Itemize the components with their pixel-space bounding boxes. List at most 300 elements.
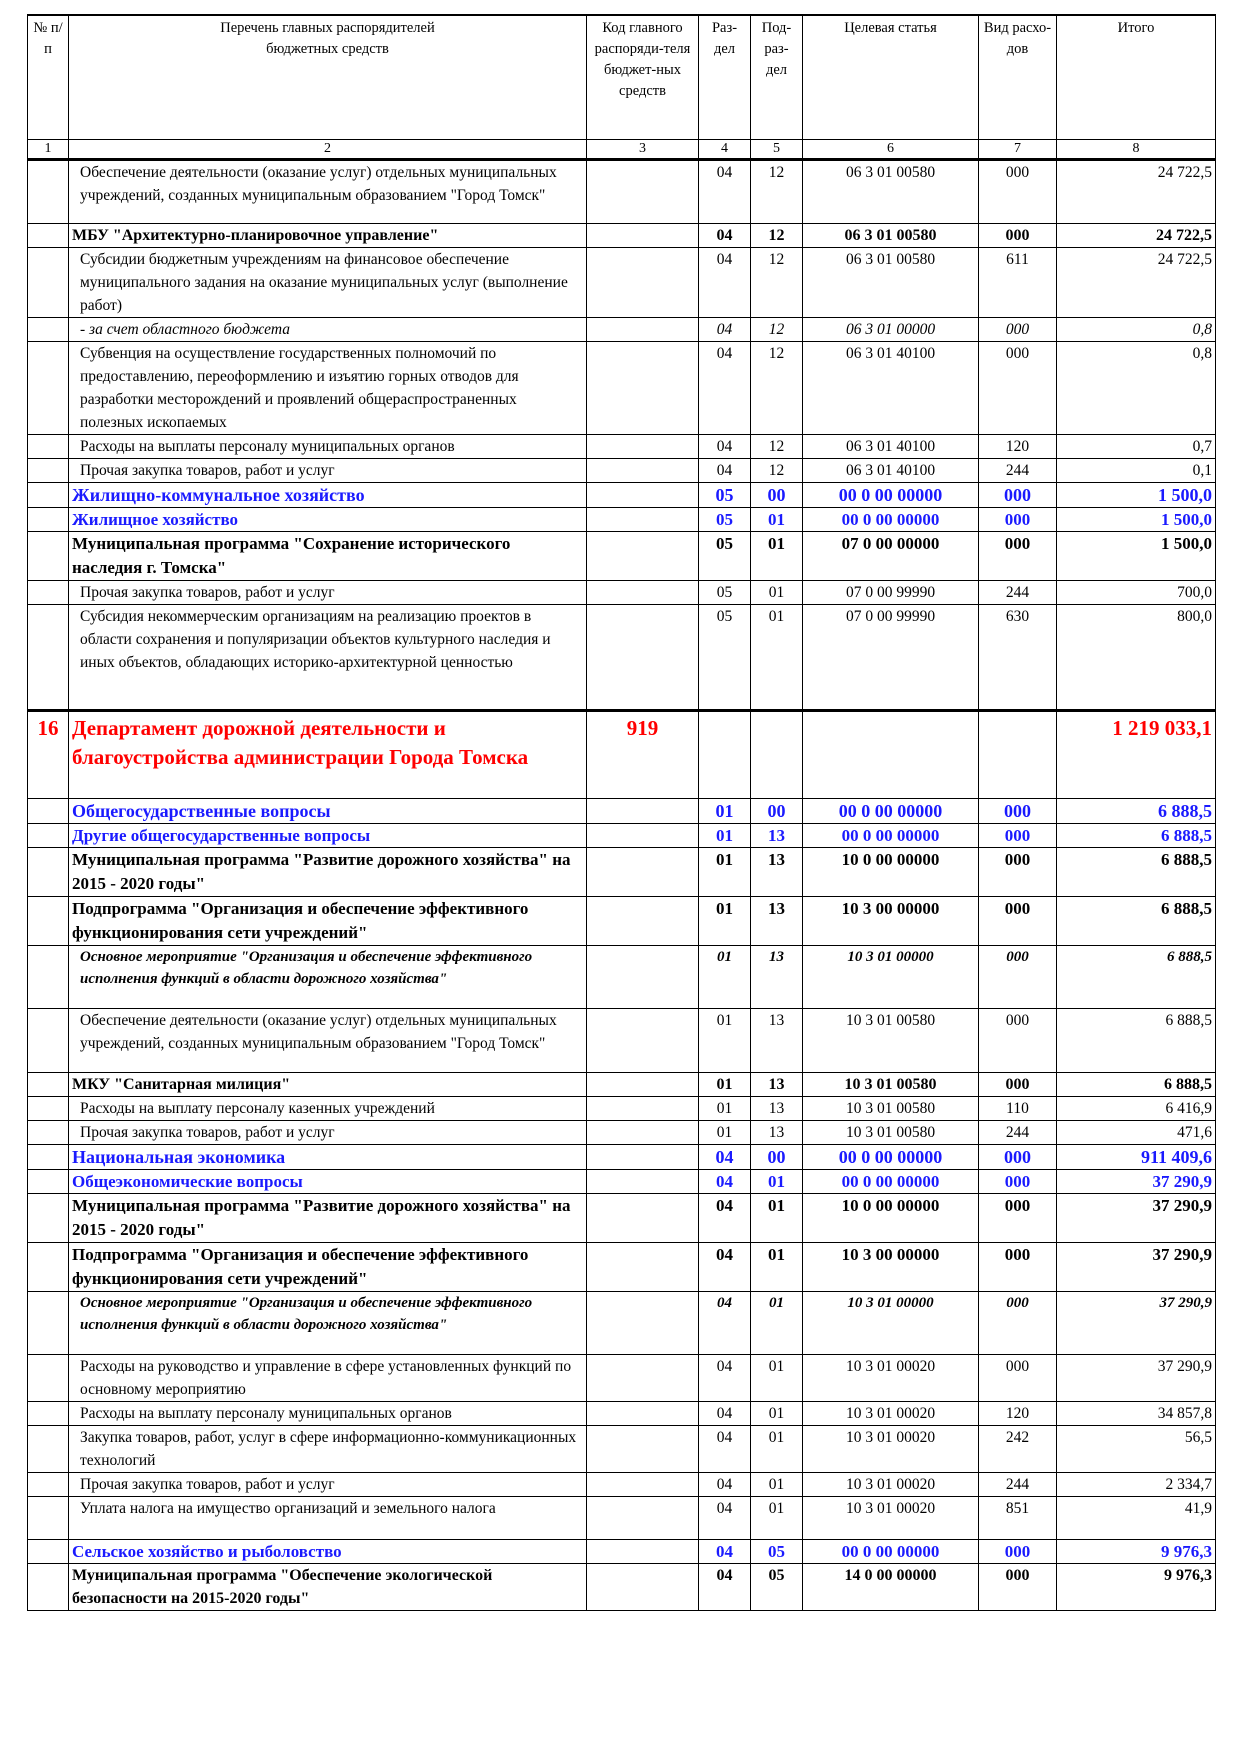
row-target: 06 3 01 00580 <box>803 223 979 247</box>
row-total: 37 290,9 <box>1057 1169 1216 1193</box>
row-type: 244 <box>979 458 1057 482</box>
row-name-cell <box>69 531 587 580</box>
row-number <box>28 580 69 604</box>
row-name: Жилищно-коммунальное хозяйство <box>72 484 365 505</box>
row-code <box>587 317 699 341</box>
row-name-cell <box>69 1072 587 1096</box>
table-row <box>28 1242 1216 1291</box>
row-name: Прочая закупка товаров, работ и услуг <box>80 1475 335 1493</box>
row-target: 10 3 01 00000 <box>803 1291 979 1354</box>
row-total: 6 888,5 <box>1057 896 1216 945</box>
col-number: 8 <box>1057 139 1216 159</box>
row-type: 000 <box>979 896 1057 945</box>
row-name-cell <box>69 1242 587 1291</box>
row-total: 34 857,8 <box>1057 1401 1216 1425</box>
row-code <box>587 1496 699 1539</box>
table-row <box>28 1496 1216 1539</box>
row-section: 05 <box>699 531 751 580</box>
row-target: 06 3 01 40100 <box>803 434 979 458</box>
row-total: 41,9 <box>1057 1496 1216 1539</box>
row-code <box>587 434 699 458</box>
row-name: Закупка товаров, работ, услуг в сфере информационно-коммуникационных технологий <box>80 1428 577 1469</box>
row-section: 01 <box>699 847 751 896</box>
row-name-cell <box>69 1169 587 1193</box>
budget-table-sheet <box>27 14 1215 1611</box>
row-section: 04 <box>699 341 751 434</box>
row-target: 10 3 01 00020 <box>803 1496 979 1539</box>
row-name: Муниципальная программа "Развитие дорожного хозяйства" на 2015 - 2020 годы" <box>72 1195 571 1239</box>
row-section: 01 <box>699 1008 751 1072</box>
row-subsection: 12 <box>751 247 803 317</box>
row-name-cell <box>69 341 587 434</box>
row-target: 00 0 00 00000 <box>803 507 979 531</box>
row-name-cell <box>69 1096 587 1120</box>
row-section: 01 <box>699 1096 751 1120</box>
row-name: Расходы на выплаты персоналу муниципальных органов <box>80 437 455 455</box>
row-subsection: 12 <box>751 434 803 458</box>
row-number <box>28 1193 69 1242</box>
row-name-cell <box>69 1401 587 1425</box>
row-target: 00 0 00 00000 <box>803 1144 979 1169</box>
row-name: Субсидия некоммерческим организациям на реализацию проектов в области сохранения и популяризации объектов культурного наследия и иных объектов, обладающих историко-архитектурной ценностью <box>80 607 551 671</box>
col-number: 3 <box>587 139 699 159</box>
row-number <box>28 341 69 434</box>
row-number <box>28 1169 69 1193</box>
row-type: 000 <box>979 798 1057 823</box>
table-row <box>28 1096 1216 1120</box>
row-code <box>587 458 699 482</box>
row-section: 04 <box>699 434 751 458</box>
row-code <box>587 1169 699 1193</box>
row-name-cell <box>69 1354 587 1401</box>
table-row <box>28 1169 1216 1193</box>
row-subsection: 01 <box>751 1472 803 1496</box>
row-type: 000 <box>979 317 1057 341</box>
row-name: Другие общегосударственные вопросы <box>72 825 371 845</box>
row-number <box>28 1291 69 1354</box>
row-subsection: 13 <box>751 1008 803 1072</box>
row-type: 851 <box>979 1496 1057 1539</box>
row-type: 000 <box>979 847 1057 896</box>
row-target: 10 3 01 00020 <box>803 1425 979 1472</box>
row-number <box>28 604 69 710</box>
row-target: 10 3 01 00000 <box>803 945 979 1008</box>
row-code <box>587 1472 699 1496</box>
row-type: 000 <box>979 507 1057 531</box>
row-target: 10 3 01 00020 <box>803 1472 979 1496</box>
row-target: 06 3 01 40100 <box>803 458 979 482</box>
row-target: 10 0 00 00000 <box>803 847 979 896</box>
row-code <box>587 1291 699 1354</box>
row-target: 14 0 00 00000 <box>803 1563 979 1610</box>
header-code: Код главного распоряди-теля бюджет-ных средств <box>587 15 699 139</box>
row-section: 01 <box>699 1120 751 1144</box>
row-name-cell <box>69 1539 587 1563</box>
row-target: 00 0 00 00000 <box>803 482 979 507</box>
row-section: 04 <box>699 1425 751 1472</box>
col-number: 2 <box>69 139 587 159</box>
row-subsection: 01 <box>751 1291 803 1354</box>
table-row <box>28 507 1216 531</box>
table-row <box>28 482 1216 507</box>
row-total: 0,7 <box>1057 434 1216 458</box>
row-total: 6 888,5 <box>1057 798 1216 823</box>
row-section: 01 <box>699 823 751 847</box>
row-type: 242 <box>979 1425 1057 1472</box>
table-row <box>28 1008 1216 1072</box>
row-total: 6 888,5 <box>1057 847 1216 896</box>
row-total: 0,1 <box>1057 458 1216 482</box>
row-code <box>587 1072 699 1096</box>
row-target: 06 3 01 00580 <box>803 159 979 223</box>
col-number: 4 <box>699 139 751 159</box>
row-number <box>28 458 69 482</box>
row-section: 04 <box>699 1539 751 1563</box>
row-target: 00 0 00 00000 <box>803 1169 979 1193</box>
row-total: 37 290,9 <box>1057 1193 1216 1242</box>
table-row <box>28 1354 1216 1401</box>
row-type: 110 <box>979 1096 1057 1120</box>
row-total: 911 409,6 <box>1057 1144 1216 1169</box>
row-section: 01 <box>699 1072 751 1096</box>
header-section: Раз-дел <box>699 15 751 139</box>
row-code <box>587 482 699 507</box>
row-target: 10 3 00 00000 <box>803 1242 979 1291</box>
row-target: 10 3 01 00020 <box>803 1354 979 1401</box>
row-number <box>28 434 69 458</box>
row-section: 04 <box>699 159 751 223</box>
row-total: 471,6 <box>1057 1120 1216 1144</box>
row-total: 700,0 <box>1057 580 1216 604</box>
row-code <box>587 247 699 317</box>
row-total: 800,0 <box>1057 604 1216 710</box>
table-row <box>28 317 1216 341</box>
row-subsection: 01 <box>751 1354 803 1401</box>
row-name-cell <box>69 896 587 945</box>
row-section: 04 <box>699 1496 751 1539</box>
row-target: 00 0 00 00000 <box>803 798 979 823</box>
row-total: 37 290,9 <box>1057 1291 1216 1354</box>
row-name-cell <box>69 823 587 847</box>
row-name: Уплата налога на имущество организаций и земельного налога <box>80 1499 496 1517</box>
row-name: Расходы на руководство и управление в сфере установленных функций по основному мероприятию <box>80 1357 572 1398</box>
row-subsection: 13 <box>751 847 803 896</box>
row-section: 04 <box>699 1144 751 1169</box>
row-section: 04 <box>699 1472 751 1496</box>
row-name-cell <box>69 434 587 458</box>
row-number <box>28 1425 69 1472</box>
row-name: Департамент дорожной деятельности и благоустройства администрации Города Томска <box>72 715 529 769</box>
row-subsection: 01 <box>751 604 803 710</box>
table-row <box>28 434 1216 458</box>
row-name: Прочая закупка товаров, работ и услуг <box>80 1123 335 1141</box>
row-type: 000 <box>979 482 1057 507</box>
table-row <box>28 341 1216 434</box>
row-total: 1 500,0 <box>1057 531 1216 580</box>
row-name: МБУ "Архитектурно-планировочное управление" <box>72 226 439 244</box>
row-type: 000 <box>979 1242 1057 1291</box>
row-code <box>587 1401 699 1425</box>
row-subsection: 12 <box>751 458 803 482</box>
row-type: 000 <box>979 159 1057 223</box>
table-row <box>28 847 1216 896</box>
row-code: 919 <box>587 710 699 798</box>
row-code <box>587 823 699 847</box>
row-subsection: 01 <box>751 1193 803 1242</box>
row-type: 000 <box>979 1539 1057 1563</box>
row-section: 04 <box>699 1242 751 1291</box>
row-subsection: 01 <box>751 1496 803 1539</box>
row-code <box>587 1193 699 1242</box>
row-name: Основное мероприятие "Организация и обеспечение эффективного исполнения функций в области дорожного хозяйства" <box>80 948 533 987</box>
row-code <box>587 1096 699 1120</box>
row-section: 05 <box>699 507 751 531</box>
row-number <box>28 223 69 247</box>
row-type: 244 <box>979 580 1057 604</box>
row-name-cell <box>69 507 587 531</box>
row-code <box>587 896 699 945</box>
row-total: 24 722,5 <box>1057 223 1216 247</box>
row-subsection: 12 <box>751 317 803 341</box>
row-section: 05 <box>699 482 751 507</box>
row-name-cell <box>69 710 587 798</box>
row-total: 6 888,5 <box>1057 823 1216 847</box>
row-type: 000 <box>979 1563 1057 1610</box>
row-name: Обеспечение деятельности (оказание услуг) отдельных муниципальных учреждений, созданных муниципальным образованием "Город Томск" <box>80 1011 557 1052</box>
row-subsection: 13 <box>751 1072 803 1096</box>
row-name-cell <box>69 1496 587 1539</box>
row-name-cell <box>69 847 587 896</box>
row-section: 01 <box>699 896 751 945</box>
row-total: 56,5 <box>1057 1425 1216 1472</box>
row-total: 37 290,9 <box>1057 1242 1216 1291</box>
row-code <box>587 531 699 580</box>
row-name: Основное мероприятие "Организация и обеспечение эффективного исполнения функций в области дорожного хозяйства" <box>80 1294 533 1333</box>
row-name-cell <box>69 458 587 482</box>
row-total: 6 888,5 <box>1057 945 1216 1008</box>
row-total: 6 888,5 <box>1057 1008 1216 1072</box>
row-type: 000 <box>979 1072 1057 1096</box>
row-number <box>28 1401 69 1425</box>
row-subsection: 01 <box>751 1401 803 1425</box>
row-subsection: 01 <box>751 1425 803 1472</box>
row-subsection: 13 <box>751 1096 803 1120</box>
row-name: Национальная экономика <box>72 1146 286 1167</box>
row-section: 01 <box>699 798 751 823</box>
row-code <box>587 604 699 710</box>
row-subsection: 12 <box>751 159 803 223</box>
row-number <box>28 1354 69 1401</box>
row-name: Жилищное хозяйство <box>72 509 239 529</box>
row-total: 0,8 <box>1057 341 1216 434</box>
row-code <box>587 798 699 823</box>
row-total: 0,8 <box>1057 317 1216 341</box>
table-row <box>28 1539 1216 1563</box>
row-target: 10 3 01 00580 <box>803 1072 979 1096</box>
row-target: 06 3 01 00000 <box>803 317 979 341</box>
row-type: 000 <box>979 945 1057 1008</box>
row-code <box>587 223 699 247</box>
table-row <box>28 1120 1216 1144</box>
row-code <box>587 1539 699 1563</box>
table-row <box>28 223 1216 247</box>
row-name-cell <box>69 580 587 604</box>
row-type: 000 <box>979 1193 1057 1242</box>
row-name-cell <box>69 482 587 507</box>
row-number <box>28 247 69 317</box>
row-code <box>587 341 699 434</box>
row-type: 000 <box>979 823 1057 847</box>
row-number <box>28 896 69 945</box>
row-subsection: 13 <box>751 823 803 847</box>
row-section: 04 <box>699 1354 751 1401</box>
row-type: 000 <box>979 1169 1057 1193</box>
row-section: 05 <box>699 580 751 604</box>
row-code <box>587 1008 699 1072</box>
row-target: 10 0 00 00000 <box>803 1193 979 1242</box>
row-name: Сельское хозяйство и рыболовство <box>72 1541 342 1561</box>
row-name: Подпрограмма "Организация и обеспечение эффективного функционирования сети учреждений" <box>72 898 529 942</box>
row-total: 24 722,5 <box>1057 159 1216 223</box>
row-section: 05 <box>699 604 751 710</box>
row-code <box>587 159 699 223</box>
row-name-cell <box>69 159 587 223</box>
row-section: 04 <box>699 458 751 482</box>
row-section: 04 <box>699 317 751 341</box>
header-row <box>28 15 1216 139</box>
row-type <box>979 710 1057 798</box>
table-row <box>28 458 1216 482</box>
row-type: 000 <box>979 1144 1057 1169</box>
row-name: Прочая закупка товаров, работ и услуг <box>80 461 335 479</box>
row-name: Субсидии бюджетным учреждениям на финансовое обеспечение муниципального задания на оказание муниципальных услуг (выполнение работ) <box>80 250 568 314</box>
table-row <box>28 580 1216 604</box>
row-number <box>28 1008 69 1072</box>
row-total: 1 219 033,1 <box>1057 710 1216 798</box>
column-numbers-row <box>28 139 1216 159</box>
table-row <box>28 1425 1216 1472</box>
row-target: 07 0 00 99990 <box>803 580 979 604</box>
col-number: 7 <box>979 139 1057 159</box>
row-number <box>28 317 69 341</box>
row-type: 000 <box>979 531 1057 580</box>
header-type: Вид расхо-дов <box>979 15 1057 139</box>
row-name-cell <box>69 1563 587 1610</box>
header-num: № п/п <box>28 15 69 139</box>
row-type: 611 <box>979 247 1057 317</box>
table-row <box>28 1291 1216 1354</box>
row-name-cell <box>69 1120 587 1144</box>
row-target: 00 0 00 00000 <box>803 1539 979 1563</box>
row-subsection: 13 <box>751 1120 803 1144</box>
row-type: 630 <box>979 604 1057 710</box>
row-section <box>699 710 751 798</box>
row-section: 04 <box>699 1193 751 1242</box>
row-total: 6 888,5 <box>1057 1072 1216 1096</box>
row-type: 120 <box>979 434 1057 458</box>
row-subsection: 13 <box>751 945 803 1008</box>
row-total: 9 976,3 <box>1057 1563 1216 1610</box>
row-section: 04 <box>699 247 751 317</box>
row-code <box>587 847 699 896</box>
row-type: 000 <box>979 341 1057 434</box>
row-subsection: 00 <box>751 482 803 507</box>
row-number <box>28 1563 69 1610</box>
row-total: 2 334,7 <box>1057 1472 1216 1496</box>
row-target: 06 3 01 00580 <box>803 247 979 317</box>
table-row <box>28 159 1216 223</box>
table-row <box>28 1472 1216 1496</box>
row-target: 07 0 00 00000 <box>803 531 979 580</box>
row-section: 04 <box>699 1169 751 1193</box>
row-name-cell <box>69 604 587 710</box>
row-name-cell <box>69 317 587 341</box>
row-total: 9 976,3 <box>1057 1539 1216 1563</box>
header-name: Перечень главных распорядителей бюджетных средств <box>69 15 587 139</box>
row-target: 10 3 01 00580 <box>803 1096 979 1120</box>
table-row <box>28 1193 1216 1242</box>
row-section: 04 <box>699 223 751 247</box>
row-code <box>587 1354 699 1401</box>
row-name-cell <box>69 1472 587 1496</box>
row-type: 120 <box>979 1401 1057 1425</box>
header-total: Итого <box>1057 15 1216 139</box>
table-row <box>28 823 1216 847</box>
col-number: 6 <box>803 139 979 159</box>
table-row <box>28 1072 1216 1096</box>
col-number: 5 <box>751 139 803 159</box>
row-type: 000 <box>979 1291 1057 1354</box>
row-name: Расходы на выплату персоналу казенных учреждений <box>80 1099 435 1117</box>
row-number <box>28 531 69 580</box>
budget-table <box>27 14 1216 1611</box>
row-number: 16 <box>28 710 69 798</box>
row-subsection: 01 <box>751 1169 803 1193</box>
table-row <box>28 604 1216 710</box>
row-total: 37 290,9 <box>1057 1354 1216 1401</box>
row-target: 06 3 01 40100 <box>803 341 979 434</box>
row-target: 10 3 01 00020 <box>803 1401 979 1425</box>
row-name-cell <box>69 1291 587 1354</box>
row-name: МКУ "Санитарная милиция" <box>72 1075 291 1093</box>
row-subsection <box>751 710 803 798</box>
row-name-cell <box>69 945 587 1008</box>
row-name: - за счет областного бюджета <box>80 320 290 338</box>
row-subsection: 12 <box>751 223 803 247</box>
row-type: 000 <box>979 1008 1057 1072</box>
row-section: 04 <box>699 1401 751 1425</box>
row-number <box>28 1096 69 1120</box>
table-row <box>28 531 1216 580</box>
table-row <box>28 945 1216 1008</box>
row-name: Муниципальная программа "Сохранение исторического наследия г. Томска" <box>72 533 511 577</box>
department-row <box>28 710 1216 798</box>
row-name: Муниципальная программа "Обеспечение экологической безопасности на 2015-2020 годы" <box>72 1566 493 1607</box>
row-subsection: 01 <box>751 507 803 531</box>
row-code <box>587 1120 699 1144</box>
row-target: 10 3 00 00000 <box>803 896 979 945</box>
row-target: 10 3 01 00580 <box>803 1120 979 1144</box>
row-target: 07 0 00 99990 <box>803 604 979 710</box>
row-code <box>587 945 699 1008</box>
row-number <box>28 1144 69 1169</box>
row-section: 04 <box>699 1563 751 1610</box>
row-subsection: 01 <box>751 1242 803 1291</box>
row-name: Расходы на выплату персоналу муниципальных органов <box>80 1404 452 1422</box>
row-name-cell <box>69 1144 587 1169</box>
table-row <box>28 1401 1216 1425</box>
row-subsection: 00 <box>751 1144 803 1169</box>
